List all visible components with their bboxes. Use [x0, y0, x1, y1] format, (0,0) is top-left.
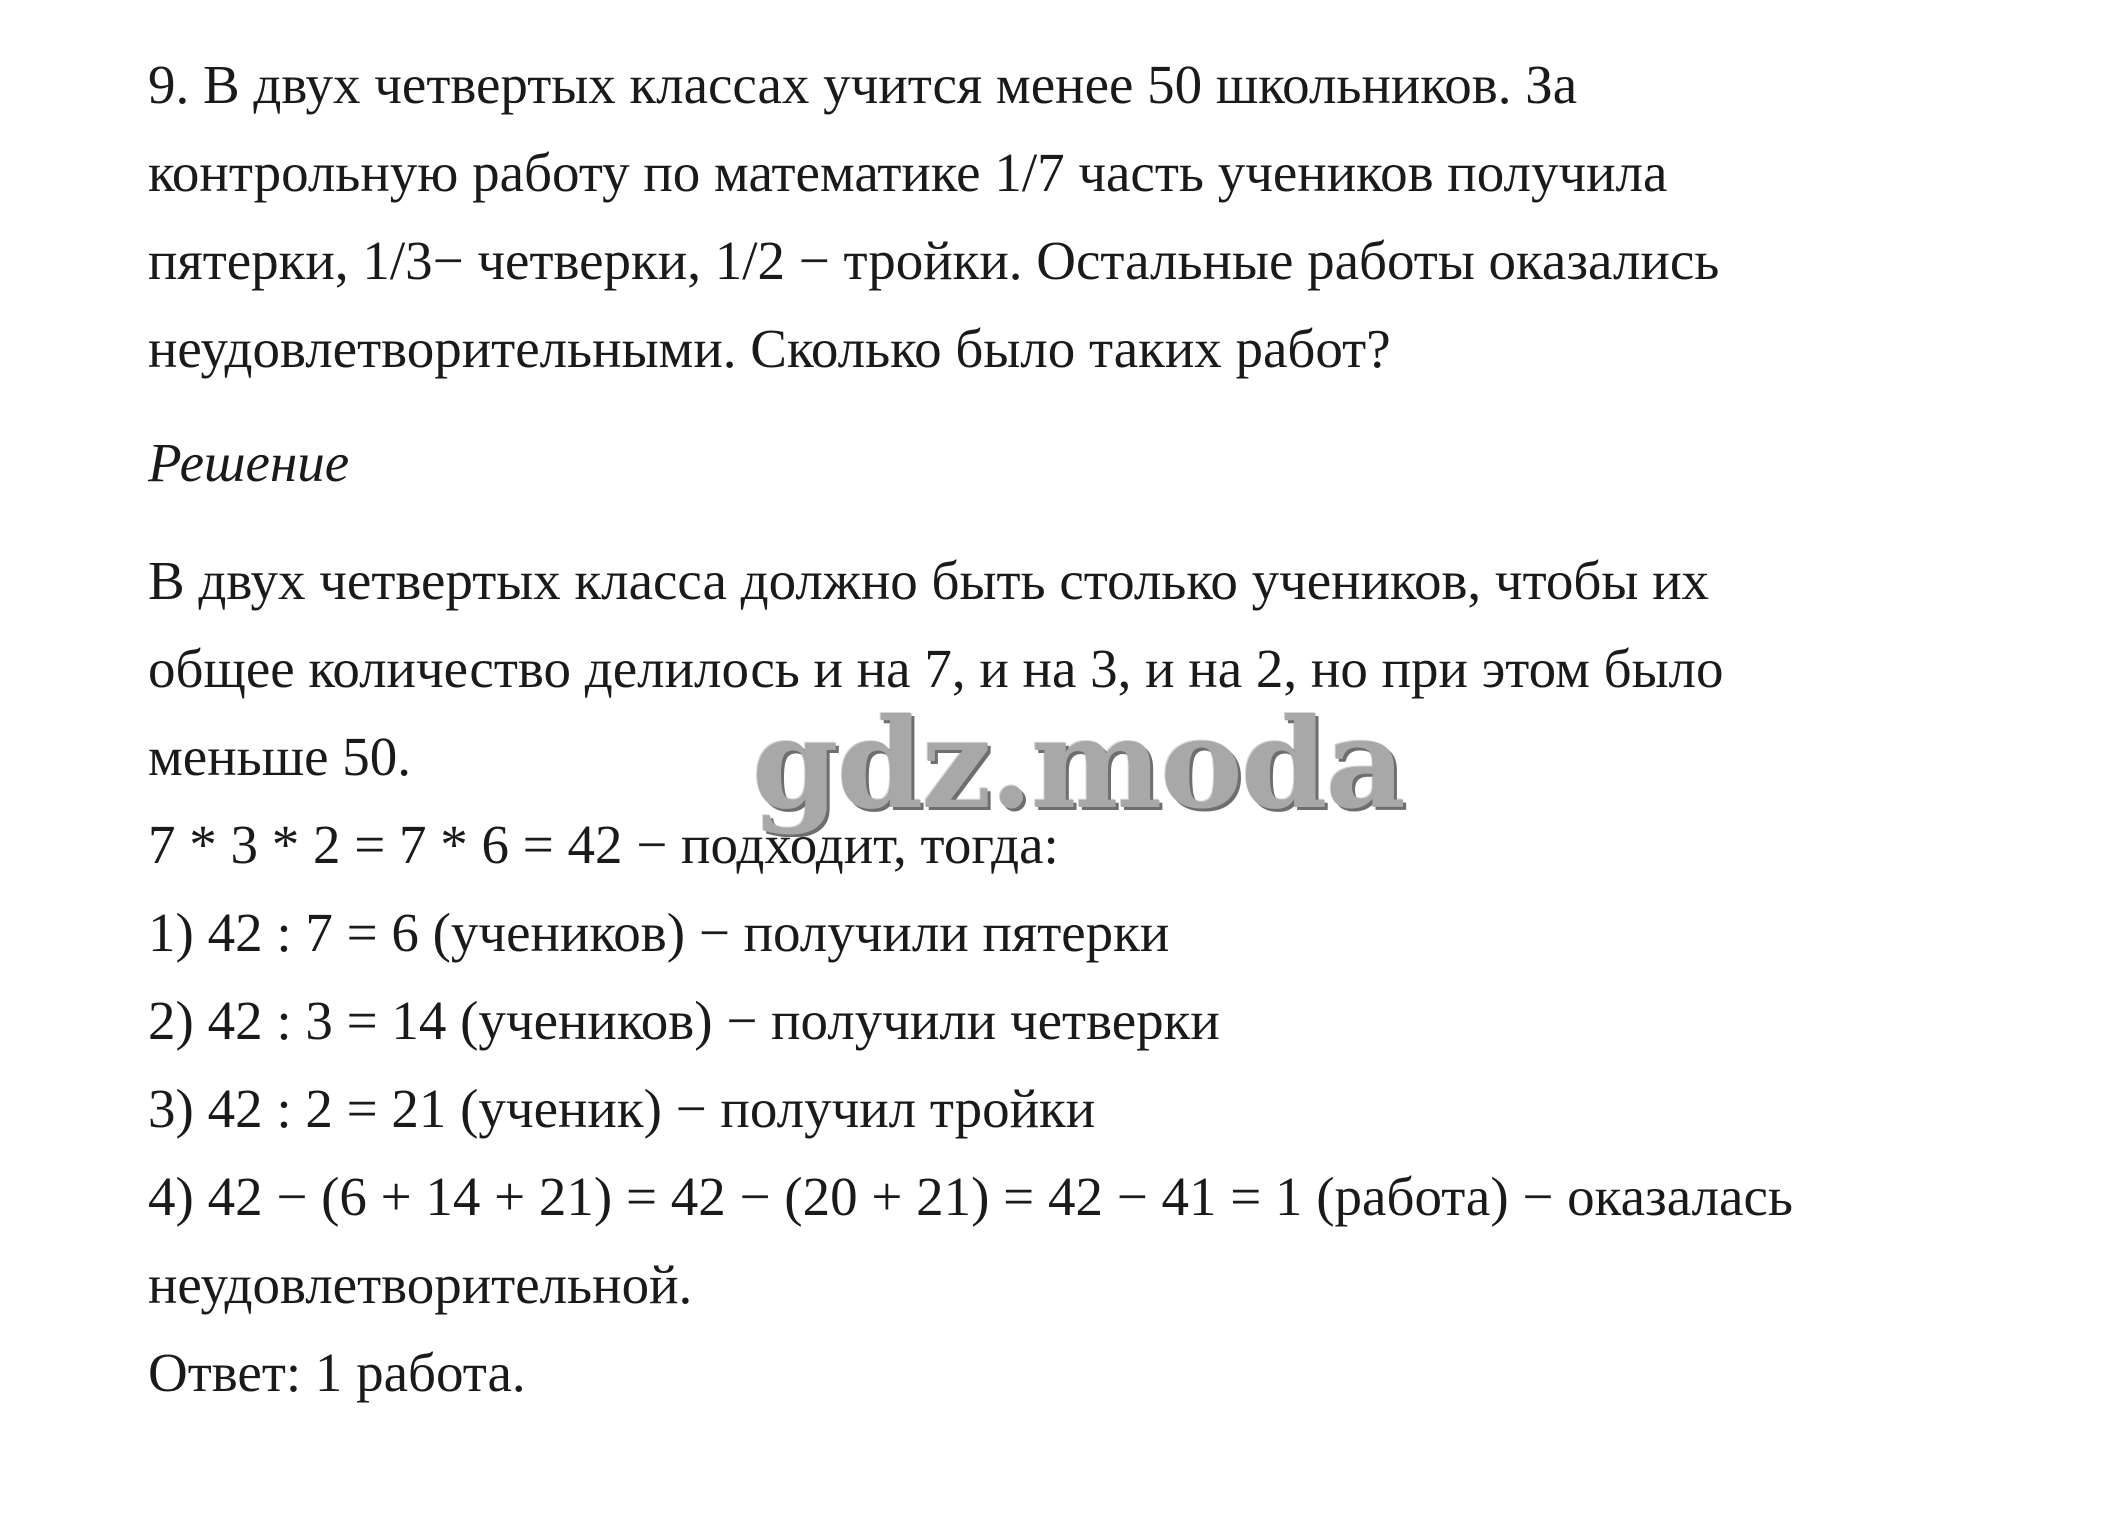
problem-line-4: неудовлетворительными. Сколько было таких работ? — [148, 318, 1391, 379]
problem-line-3: пятерки, 1/3− четверки, 1/2 − тройки. Остальные работы оказались — [148, 230, 1720, 291]
solution-line-1: В двух четвертых класса должно быть столько учеников, чтобы их — [148, 550, 1710, 611]
solution-line-6: 2) 42 : 3 = 14 (учеников) − получили четверки — [148, 990, 1220, 1051]
problem-line-2: контрольную работу по математике 1/7 часть учеников получила — [148, 142, 1668, 203]
watermark-logo: gdz.moda — [752, 692, 1404, 837]
solution-answer: Ответ: 1 работа. — [148, 1342, 526, 1403]
solution-line-3: меньше 50. — [148, 726, 411, 787]
solution-heading: Решение — [148, 432, 350, 493]
solution-line-5: 1) 42 : 7 = 6 (учеников) − получили пятерки — [148, 902, 1170, 963]
problem-line-1: 9. В двух четвертых классах учится менее 50 школьников. За — [148, 54, 1578, 115]
solution-line-8: 4) 42 − (6 + 14 + 21) = 42 − (20 + 21) = 42 − 41 = 1 (работа) − оказалась — [148, 1166, 1793, 1227]
solution-line-4: 7 * 3 * 2 = 7 * 6 = 42 − подходит, тогда: — [148, 814, 1059, 875]
solution-line-2: общее количество делилось и на 7, и на 3, и на 2, но при этом было — [148, 638, 1724, 699]
solution-line-9: неудовлетворительной. — [148, 1254, 693, 1315]
solution-line-7: 3) 42 : 2 = 21 (ученик) − получил тройки — [148, 1078, 1096, 1139]
